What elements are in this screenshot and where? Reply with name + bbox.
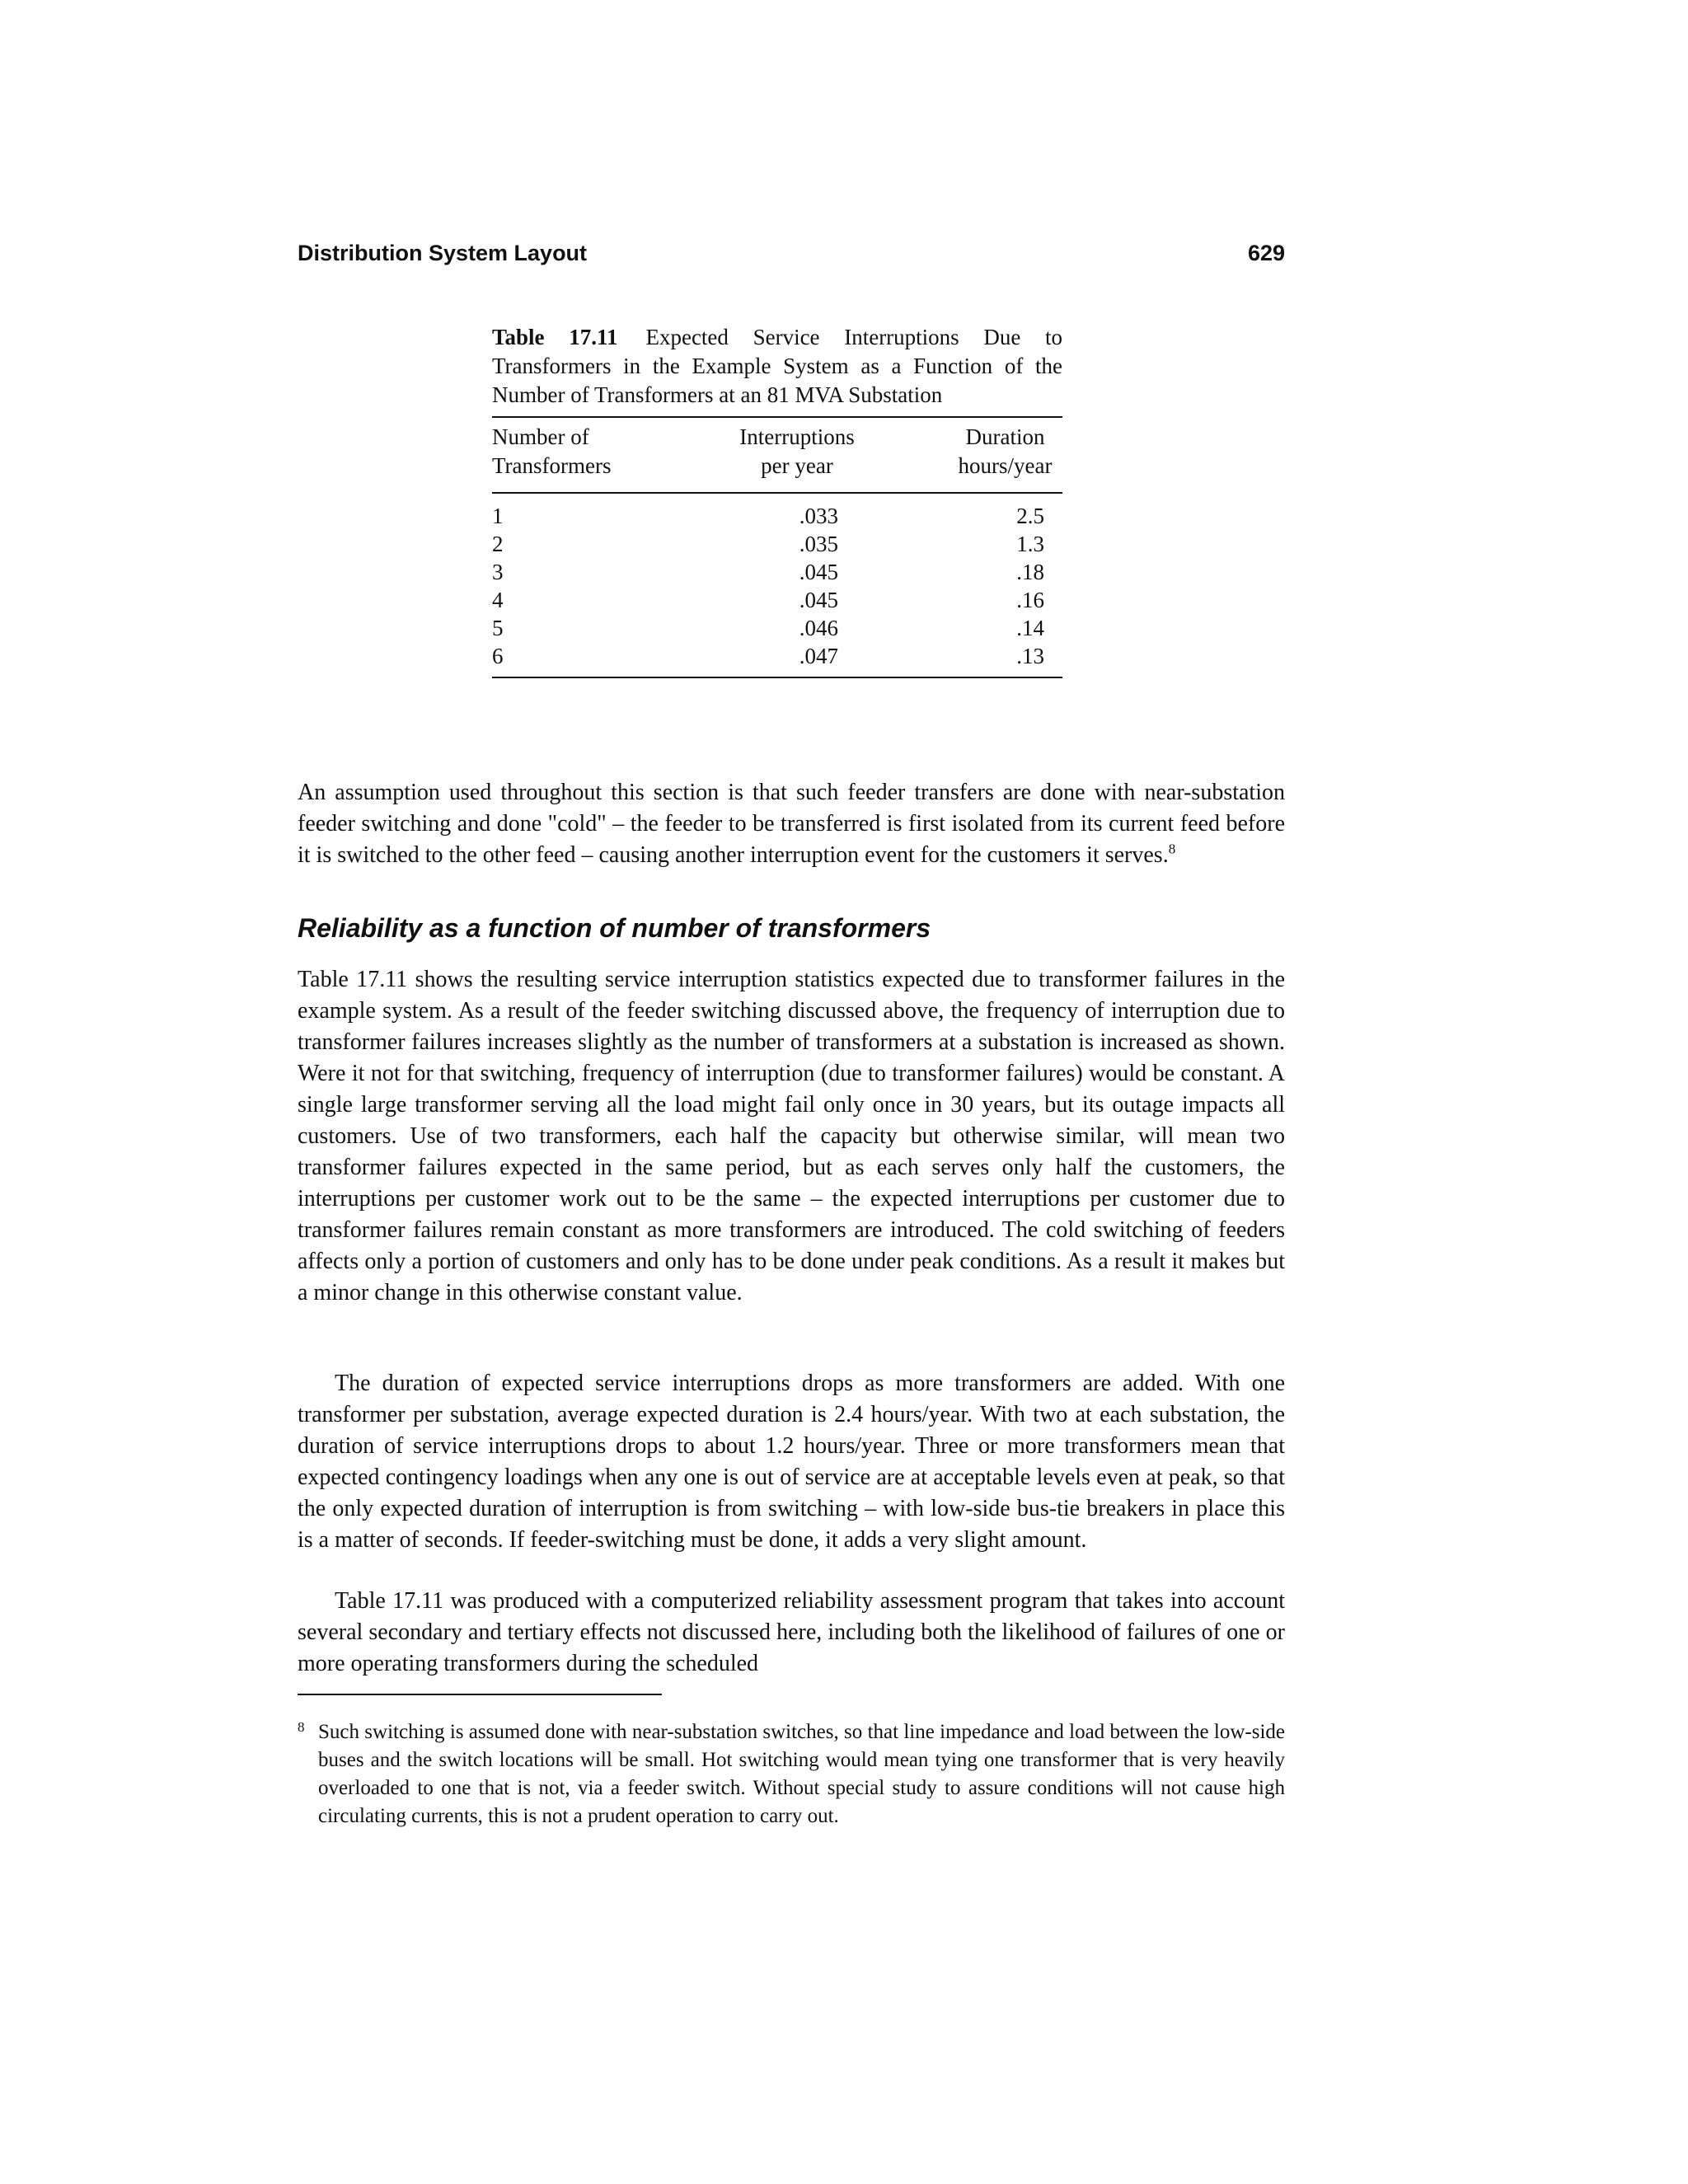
table-label: Table 17.11 xyxy=(492,325,618,349)
cell-duration: .16 xyxy=(1016,588,1044,612)
footnote-mark: 8 xyxy=(298,1719,305,1735)
table-row xyxy=(492,558,1062,586)
cell-interruptions: .035 xyxy=(799,532,838,556)
table-header-rule xyxy=(492,492,1062,494)
cell-interruptions: .033 xyxy=(799,504,838,528)
cell-duration: 1.3 xyxy=(1016,532,1044,556)
cell-transformers: 3 xyxy=(492,560,504,584)
cell-duration: .14 xyxy=(1016,616,1044,640)
running-head xyxy=(298,241,1285,274)
table-row xyxy=(492,614,1062,642)
table-bottom-rule xyxy=(492,677,1062,678)
cell-duration: .13 xyxy=(1016,644,1044,668)
cell-transformers: 1 xyxy=(492,504,504,528)
column-header-duration: Duration hours/year xyxy=(958,424,1053,478)
paragraph-assessment-program: Table 17.11 was produced with a computerized reliability assessment program that takes into account several secondary and tertiary effects not discussed here, including both the likelihood of failures of one or more operating transformers during the scheduled xyxy=(298,1588,1285,1676)
table-row xyxy=(492,586,1062,614)
table-row xyxy=(492,642,1062,670)
table-17-11 xyxy=(492,323,1062,678)
cell-transformers: 2 xyxy=(492,532,504,556)
cell-transformers: 5 xyxy=(492,616,504,640)
table-header xyxy=(492,423,1062,484)
section-heading: Reliability as a function of number of transformers xyxy=(298,913,931,943)
table-row xyxy=(492,502,1062,530)
footnote xyxy=(298,1718,1285,1830)
table-caption-text: Expected Service Interruptions Due to Transformers in the Example System as a Function of the Number of Transformers at an 81 MVA Substation xyxy=(492,325,1063,407)
table-body xyxy=(492,502,1062,670)
paragraph-interruption-frequency: Table 17.11 shows the resulting service interruption statistics expected due to transformer failures in the example system. As a result of the feeder switching discussed above, the frequency of interruption due to transformer failures increases slightly as the number of transformers at a substation is increased as shown. Were it not for that switching, frequency of interruption (due to transformer failures) would be constant. A single large transformer serving all the load might fail only once in 30 years, but its outage impacts all customers. Use of two transformers, each half the capacity but otherwise similar, will mean two transformer failures expected in the same period, but as each serves only half the customers, the interruptions per customer work out to be the same – the expected interruptions per customer due to transformer failures remain constant as more transformers are introduced. The cold switching of feeders affects only a portion of customers and only has to be done under peak conditions. As a result it makes but a minor change in this otherwise constant value. xyxy=(298,967,1285,1305)
cell-interruptions: .046 xyxy=(799,616,838,640)
paragraph-feeder-transfer-assumption: An assumption used throughout this section is that such feeder transfers are done with near-substation feeder switching and done "cold" – the feeder to be transferred is first isolated from its current feed before it is switched to the other feed – causing another interruption event for the customers it serves.$^8$ xyxy=(298,780,1285,868)
cell-transformers: 6 xyxy=(492,644,504,668)
page-number: 629 xyxy=(1247,241,1285,265)
cell-interruptions: .045 xyxy=(799,560,838,584)
cell-duration: .18 xyxy=(1016,560,1044,584)
column-header-transformers: Number of Transformers xyxy=(492,424,612,478)
cell-duration: 2.5 xyxy=(1016,504,1044,528)
footnote-reference: 8 xyxy=(1168,841,1176,857)
cell-interruptions: .045 xyxy=(799,588,838,612)
footnote-text: Such switching is assumed done with near-substation switches, so that line impedance and load between the low-side buses and the switch locations will be small. Hot switching would mean tying one transformer that is very heavily overloaded to one that is not, via a feeder switch. Without special study to assure conditions will not cause high circulating currents, this is not a prudent operation to carry out. xyxy=(318,1721,1285,1827)
paragraph-interruption-duration: The duration of expected service interruptions drops as more transformers are added. With one transformer per substation, average expected duration is 2.4 hours/year. With two at each substation, the duration of service interruptions drops to about 1.2 hours/year. Three or more transformers mean that expected contingency loadings when any one is out of service are at acceptable levels even at peak, so that the only expected duration of interruption is from switching – with low-side bus-tie breakers in place this is a matter of seconds. If feeder-switching must be done, it adds a very slight amount. xyxy=(298,1371,1285,1553)
table-caption xyxy=(492,323,1062,410)
cell-transformers: 4 xyxy=(492,588,504,612)
table-row xyxy=(492,530,1062,558)
chapter-title: Distribution System Layout xyxy=(298,241,588,265)
footnote-rule xyxy=(298,1694,662,1695)
column-header-interruptions: Interruptions per year xyxy=(739,424,855,478)
cell-interruptions: .047 xyxy=(799,644,838,668)
table-top-rule xyxy=(492,416,1062,418)
